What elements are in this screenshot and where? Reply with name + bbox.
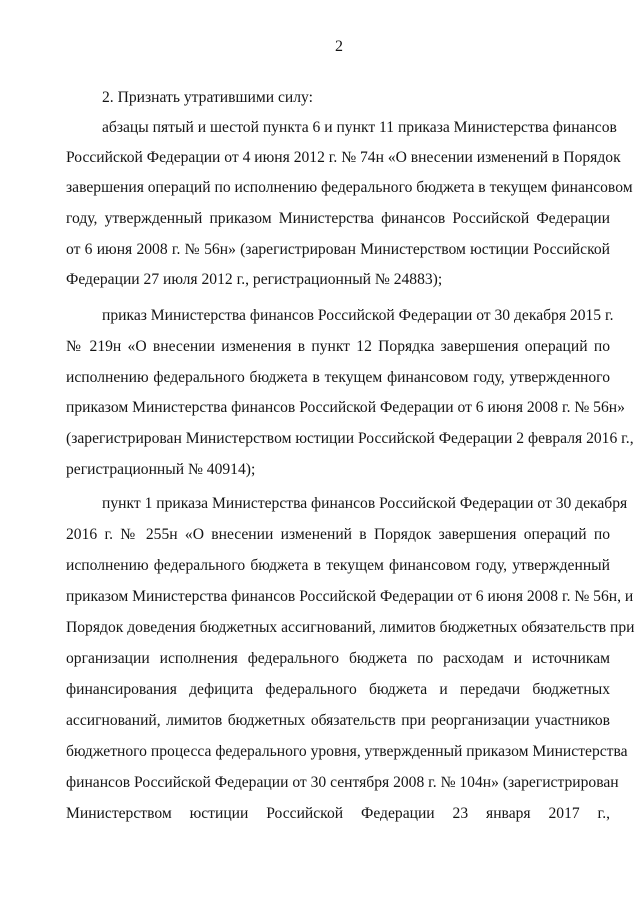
text-line: Порядок доведения бюджетных ассигнований, лимитов бюджетных обязательств при [66,619,635,636]
text-line: № 219н «О внесении изменения в пункт 12 Порядка завершения операций по [66,338,610,355]
text-line: финансов Российской Федерации от 30 сентября 2008 г. № 104н» (зарегистрирован [66,774,619,791]
text-line: завершения операций по исполнению федерального бюджета в текущем финансовом [66,179,633,196]
text-line: абзацы пятый и шестой пункта 6 и пункт 11 приказа Министерства финансов [102,119,617,136]
text-line: исполнению федерального бюджета в текущем финансовом году, утвержденный [66,557,610,574]
text-line: исполнению федерального бюджета в текущем финансовом году, утвержденного [66,369,610,386]
text-line: 2016 г. № 255н «О внесении изменений в Порядок завершения операций по [66,526,610,543]
text-line: (зарегистрирован Министерством юстиции Российской Федерации 2 февраля 2016 г., [66,430,634,447]
text-line: бюджетного процесса федерального уровня, утвержденный приказом Министерства [66,743,628,760]
text-line: организации исполнения федерального бюджета по расходам и источникам [66,650,610,667]
text-line: приказом Министерства финансов Российской Федерации от 6 июня 2008 г. № 56н, и [66,588,634,605]
text-line: Федерации 27 июля 2012 г., регистрационный № 24883); [66,271,443,288]
text-line: ассигнований, лимитов бюджетных обязательств при реорганизации участников [66,712,610,729]
text-line: пункт 1 приказа Министерства финансов Российской Федерации от 30 декабря [102,495,628,512]
text-line: от 6 июня 2008 г. № 56н» (зарегистрирован Министерством юстиции Российской [66,241,610,258]
page-number: 2 [335,38,343,55]
text-line: финансирования дефицита федерального бюджета и передачи бюджетных [66,681,610,698]
text-line: году, утвержденный приказом Министерства финансов Российской Федерации [66,210,610,227]
text-line: регистрационный № 40914); [66,461,256,478]
text-line: Российской Федерации от 4 июня 2012 г. № 74н «О внесении изменений в Порядок [66,149,621,166]
text-line: Министерством юстиции Российской Федерации 23 января 2017 г., [66,805,610,822]
heading-item-2: 2. Признать утратившими силу: [102,89,313,106]
text-line: приказ Министерства финансов Российской Федерации от 30 декабря 2015 г. [102,307,614,324]
text-line: приказом Министерства финансов Российской Федерации от 6 июня 2008 г. № 56н» [66,399,625,416]
